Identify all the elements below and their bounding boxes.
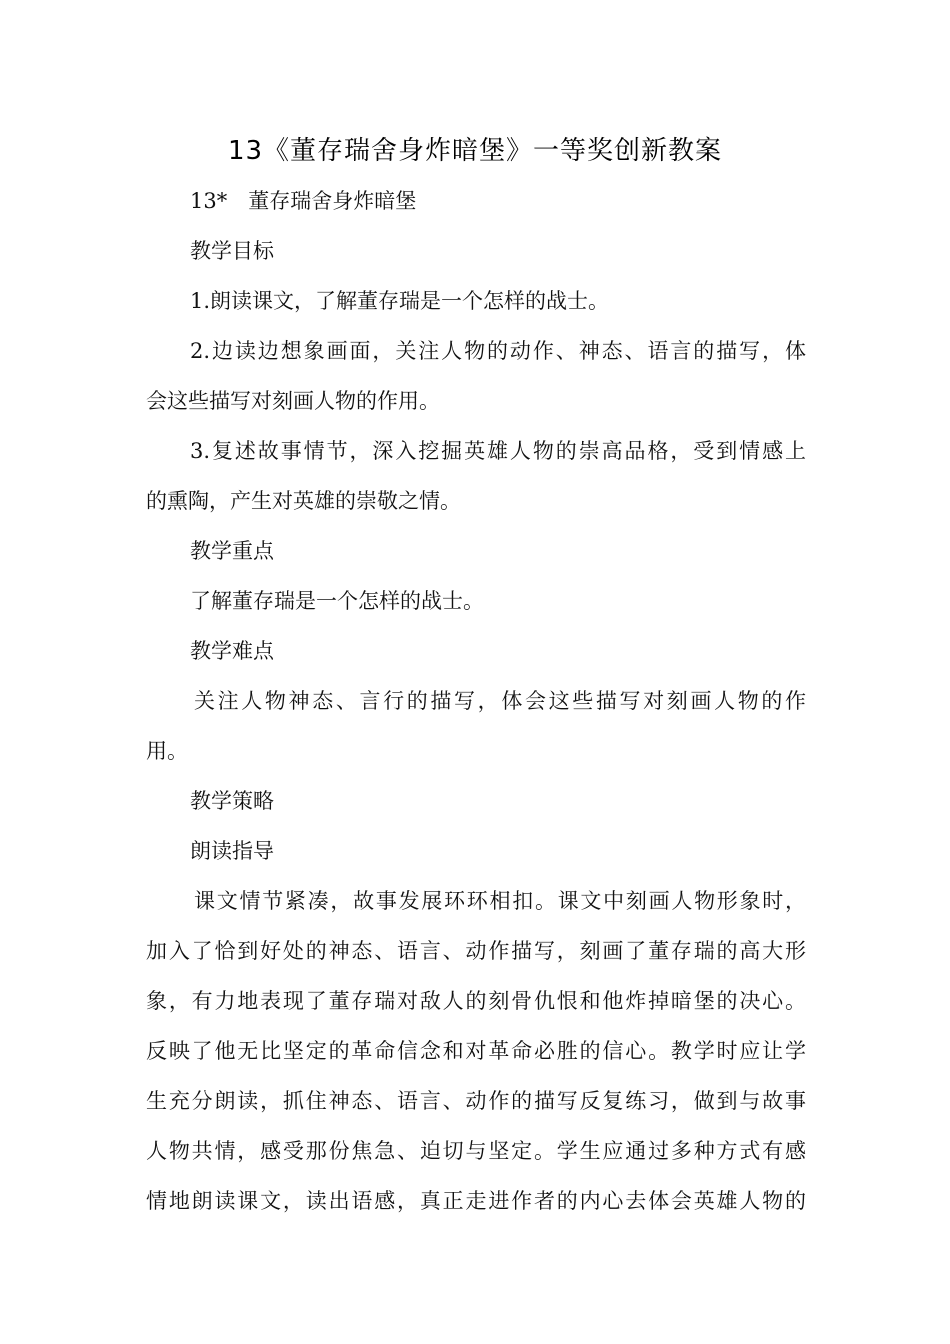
difficulty-line-1: 关注人物神态、言行的描写，体会这些描写对刻画人物的作: [194, 689, 806, 713]
subheading-reading-guidance: 朗读指导: [190, 839, 274, 863]
guidance-line-7: 情地朗读课文，读出语感，真正走进作者的内心去体会英雄人物的: [146, 1189, 806, 1213]
objective-2-line-1: 2.边读边想象画面，关注人物的动作、神态、语言的描写，体: [190, 339, 806, 363]
lesson-heading: 13* 董存瑞舍身炸暗堡: [190, 189, 417, 213]
section-heading-key-point: 教学重点: [190, 539, 274, 563]
objective-2-line-2: 会这些描写对刻画人物的作用。: [146, 389, 440, 413]
guidance-line-2: 加入了恰到好处的神态、语言、动作描写，刻画了董存瑞的高大形: [146, 939, 806, 963]
objective-3-line-1: 3.复述故事情节，深入挖掘英雄人物的崇高品格，受到情感上: [190, 439, 806, 463]
guidance-line-1: 课文情节紧凑，故事发展环环相扣。课文中刻画人物形象时，: [194, 889, 806, 913]
section-heading-objectives: 教学目标: [190, 239, 274, 263]
guidance-line-5: 生充分朗读，抓住神态、语言、动作的描写反复练习，做到与故事: [146, 1089, 806, 1113]
objective-3-line-2: 的熏陶，产生对英雄的崇敬之情。: [146, 489, 461, 513]
objective-1: 1.朗读课文，了解董存瑞是一个怎样的战士。: [190, 289, 610, 313]
guidance-line-4: 反映了他无比坚定的革命信念和对革命必胜的信心。教学时应让学: [146, 1039, 806, 1063]
section-heading-difficulty: 教学难点: [190, 639, 274, 663]
guidance-line-3: 象，有力地表现了董存瑞对敌人的刻骨仇恨和他炸掉暗堡的决心。: [146, 989, 806, 1013]
key-point-text: 了解董存瑞是一个怎样的战士。: [190, 589, 484, 613]
guidance-line-6: 人物共情，感受那份焦急、迫切与坚定。学生应通过多种方式有感: [146, 1139, 806, 1163]
document-title: 13《董存瑞舍身炸暗堡》一等奖创新教案: [227, 136, 723, 166]
difficulty-line-2: 用。: [146, 739, 188, 763]
section-heading-strategy: 教学策略: [190, 789, 274, 813]
